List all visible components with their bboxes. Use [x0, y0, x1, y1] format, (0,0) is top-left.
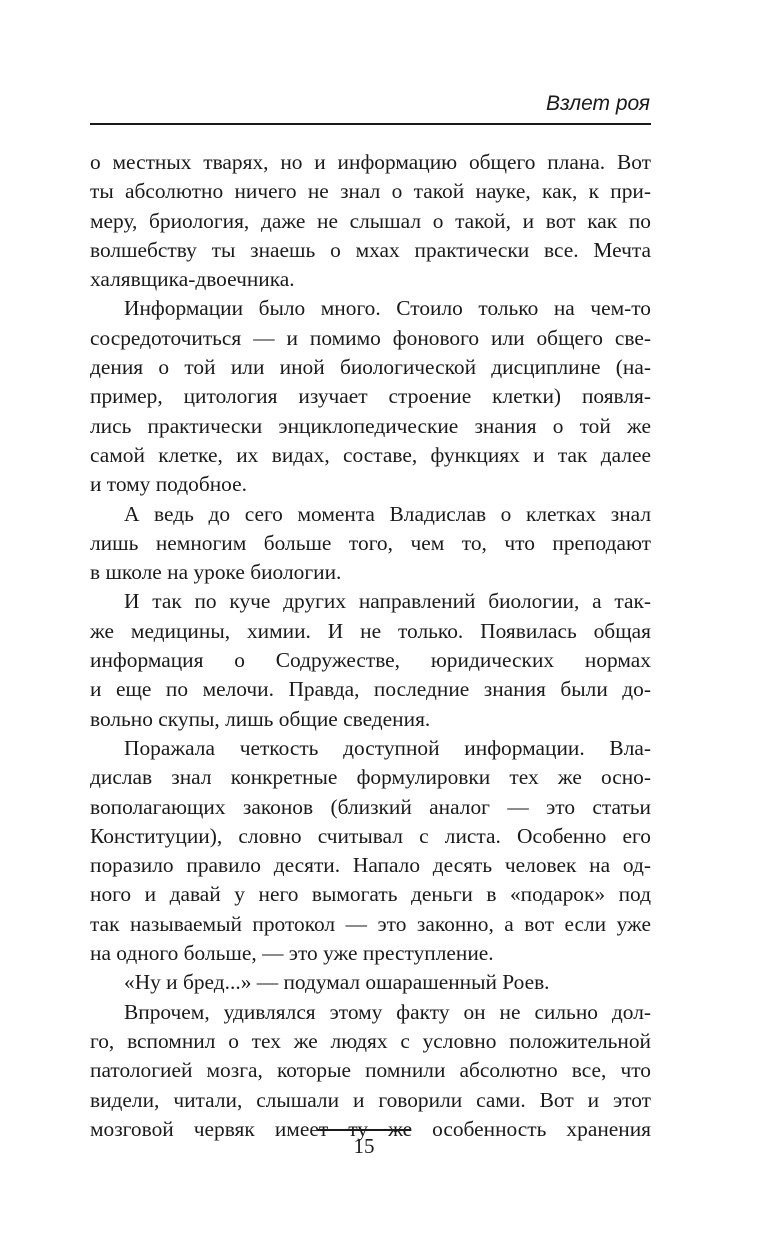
text-line: сосредоточиться — и помимо фонового или общего све- — [90, 325, 651, 350]
text-line: пример, цитология изучает строение клетки) появля- — [90, 384, 651, 409]
text-line: лишь немногим больше того, чем то, что преподают — [90, 530, 651, 555]
paragraph-first-line: Информации было много. Стоило только на чем-то — [124, 296, 651, 321]
text-line: патологией мозга, которые помнили абсолютно все, что — [90, 1058, 651, 1083]
text-line: халявщика-двоечника. — [90, 267, 295, 292]
paragraph-first-line: Поражала четкость доступной информации. Вла- — [124, 735, 651, 760]
text-line: так называемый протокол — это законно, а вот если уже — [90, 911, 651, 936]
text-line: же медицины, химии. И не только. Появилась общая — [90, 618, 651, 643]
paragraph-first-line: «Ну и бред...» — подумал ошарашенный Роев. — [124, 970, 550, 995]
text-line: го, вспомнил о тех же людях с условно положительной — [90, 1028, 651, 1053]
text-line: ты абсолютно ничего не знал о такой науке, как, к при- — [90, 179, 651, 204]
text-line: лись практически энциклопедические знания о той же — [90, 413, 651, 438]
text-line: Конституции), словно считывал с листа. Особенно его — [90, 823, 651, 848]
header-rule — [90, 123, 651, 125]
running-title: Взлет роя — [545, 92, 650, 115]
text-line: о местных тварях, но и информацию общего плана. Вот — [90, 150, 651, 174]
text-line: самой клетке, их видах, составе, функциях и так далее — [90, 442, 651, 467]
paragraph-first-line: А ведь до сего момента Владислав о клетках знал — [124, 501, 651, 526]
text-line: дения о той или иной биологической дисциплине (на- — [90, 355, 651, 380]
footer-rule — [317, 1129, 411, 1131]
paragraph-first-line: И так по куче других направлений биологии, а так- — [124, 589, 651, 614]
text-line: и еще по мелочи. Правда, последние знания были до- — [90, 677, 651, 702]
page-body — [90, 148, 651, 1144]
text-line: дислав знал конкретные формулировки тех же осно- — [90, 765, 651, 790]
text-line: и тому подобное. — [90, 472, 247, 497]
text-line: видели, читали, слышали и говорили сами. Вот и этот — [90, 1087, 651, 1112]
page-number: 15 — [353, 1134, 375, 1158]
text-line: мозговой червяк имеет ту же особенность хранения — [90, 1116, 651, 1141]
text-line: меру, бриология, даже не слышал о такой, и вот как по — [90, 208, 651, 233]
text-line: на одного больше, — это уже преступление. — [90, 941, 494, 966]
text-line: вольно скупы, лишь общие сведения. — [90, 706, 431, 731]
text-line: в школе на уроке биологии. — [90, 560, 342, 585]
paragraph-first-line: Впрочем, удивлялся этому факту он не сильно дол- — [124, 999, 651, 1024]
text-line: поразило правило десяти. Напало десять человек на од- — [90, 853, 651, 878]
text-line: ного и давай у него вымогать деньги в «подарок» под — [90, 882, 651, 907]
text-line: вополагающих законов (близкий аналог — это статьи — [90, 794, 651, 819]
text-line: информация о Содружестве, юридических нормах — [90, 648, 651, 673]
text-line: волшебству ты знаешь о мхах практически все. Мечта — [90, 237, 651, 262]
